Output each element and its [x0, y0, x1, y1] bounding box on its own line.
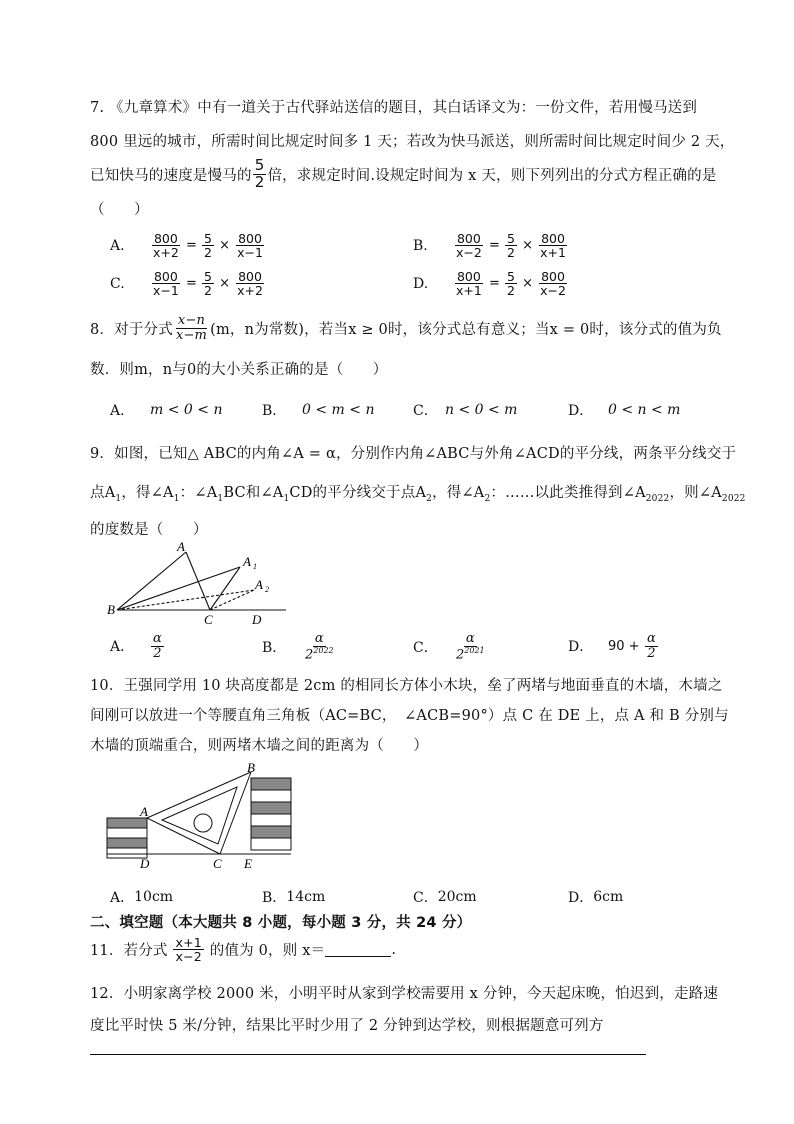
q7-option-b[interactable]: B. $\frac{800}{x-2}$ = $\frac{5}{2}$ × $\frac{800}{x+1}$ [413, 231, 566, 261]
q9-triangle-figure [100, 538, 290, 628]
q7-option-a[interactable]: A. $\frac{800}{x+2}$ = $\frac{5}{2}$ × $\frac{800}{x-1}$ [110, 231, 263, 261]
label-A2-sub: 2 [265, 585, 269, 594]
q10-option-b[interactable]: B． 14cm [262, 889, 326, 906]
q7-option-c[interactable]: C. $\frac{800}{x-1}$ = $\frac{5}{2}$ × $\frac{800}{x+2}$ [110, 269, 263, 299]
q8-option-c[interactable]: C． n < 0 < m [413, 402, 518, 419]
option-label: D. [413, 275, 429, 292]
q9-line2: 点$A_1$，得$\angle A_1$：$\angle A_1BC$和$\angle A_1CD$的平分线交于点$A_2$，得$\angle A_2$：……以此类推得到$\angle A_{2022}$，则$\angle A_{2022}$ [90, 485, 746, 504]
q11-answer-blank[interactable] [325, 942, 391, 957]
option-label: B. [413, 237, 428, 254]
q10-line1: 10．王强同学用 10 块高度都是 2cm 的相同长方体小木块，垒了两堵与地面垂直的木墙，木墙之 [90, 678, 723, 694]
q9-line3: 的度数是（ ） [90, 522, 208, 538]
label-A: A [140, 804, 148, 819]
q8-mid: (m，n为常数)，若当x ≥ 0时，该分式总有意义；当x = 0时，该分式的值为负 [210, 321, 722, 338]
q9-line1: 9．如图，已知△ ABC的内角∠A = α，分别作内角∠ABC与外角∠ACD的平分线，两条平分线交于 [90, 446, 737, 462]
q7-line3-text-a: 已知快马的速度是慢马的 [90, 167, 252, 184]
q7-line3-text-b: 倍，求规定时间.设规定时间为 x 天，则下列列出的分式方程正确的是 [267, 167, 717, 184]
q10-line3: 木墙的顶端重合，则两堵木墙之间的距离为（ ） [90, 738, 429, 754]
q7-frac-den: 2 [254, 172, 265, 191]
q9-option-c[interactable]: C． $\frac{\alpha}{2^{2021}}$ [413, 631, 485, 662]
q10-option-d[interactable]: D． 6cm [568, 889, 624, 906]
q12-line1: 12．小明家离学校 2000 米，小明平时从家到学校需要用 x 分钟，今天起床晚，怕迟到，走路速 [90, 986, 719, 1002]
q7-line2: 800 里远的城市，所需时间比规定时间多 1 天；若改为快马派送，则所需时间比规定时间少 2 天， [90, 134, 735, 150]
q10-option-a[interactable]: A． 10cm [110, 889, 174, 906]
q8-line1 [90, 314, 722, 342]
q7-fraction [253, 158, 267, 191]
section-heading: 二、填空题（本大题共 8 小题，每小题 3 分，共 24 分） [90, 915, 472, 931]
label-D: D [252, 612, 262, 627]
label-A2: A [255, 577, 263, 592]
q8-option-b[interactable]: B． 0 < m < n [262, 402, 375, 419]
q7-option-d[interactable]: D. $\frac{800}{x+1}$ = $\frac{5}{2}$ × $\frac{800}{x-2}$ [413, 269, 566, 299]
label-A1: A [243, 554, 251, 569]
label-D: D [140, 856, 150, 871]
label-A1-sub: 1 [253, 562, 257, 571]
q8-fraction: $\frac{x-n}{x-m}$ [175, 313, 208, 343]
q7-frac-num: 5 [254, 156, 265, 174]
label-C: C [213, 856, 222, 871]
option-label: C. [110, 275, 125, 292]
q7-line1: 7. 《九章算术》中有一道关于古代驿站送信的题目，其白话译文为：一份文件，若用慢马送到 [90, 100, 698, 116]
q7-answer-paren: （ ） [90, 202, 149, 218]
q8-line2: 数．则m，n与0的大小关系正确的是（ ） [90, 362, 388, 378]
q9-option-b[interactable]: B． $\frac{\alpha}{2^{2022}}$ [262, 631, 334, 662]
q9-option-d[interactable]: D． 90 + $\frac{\alpha}{2}$ [568, 631, 656, 661]
q8-pre: 8．对于分式 [90, 321, 173, 338]
option-label: A. [110, 237, 125, 254]
q10-wall-figure [100, 760, 300, 875]
q11-line: 11．若分式 $\frac{x+1}{x-2}$ 的值为 0，则 x＝ . [90, 935, 397, 965]
q9-option-a[interactable]: A． $\frac{\alpha}{2}$ [110, 631, 162, 661]
label-E: E [244, 856, 252, 871]
label-A: A [177, 539, 185, 554]
label-B: B [107, 602, 115, 617]
q12-line2: 度比平时快 5 米/分钟，结果比平时少用了 2 分钟到达学校，则根据题意可列方 [90, 1018, 604, 1034]
q10-line2: 间刚可以放进一个等腰直角三角板（AC=BC， ∠ACB=90°）点 C 在 DE 上，点 A 和 B 分别与 [90, 708, 729, 724]
label-B: B [247, 760, 255, 775]
q10-option-c[interactable]: C． 20cm [413, 889, 477, 906]
q7-line3 [90, 158, 717, 191]
q8-option-a[interactable]: A． m < 0 < n [110, 402, 223, 419]
q8-option-d[interactable]: D． 0 < n < m [568, 402, 681, 419]
q12-answer-blank[interactable] [90, 1053, 646, 1055]
label-C: C [204, 612, 213, 627]
